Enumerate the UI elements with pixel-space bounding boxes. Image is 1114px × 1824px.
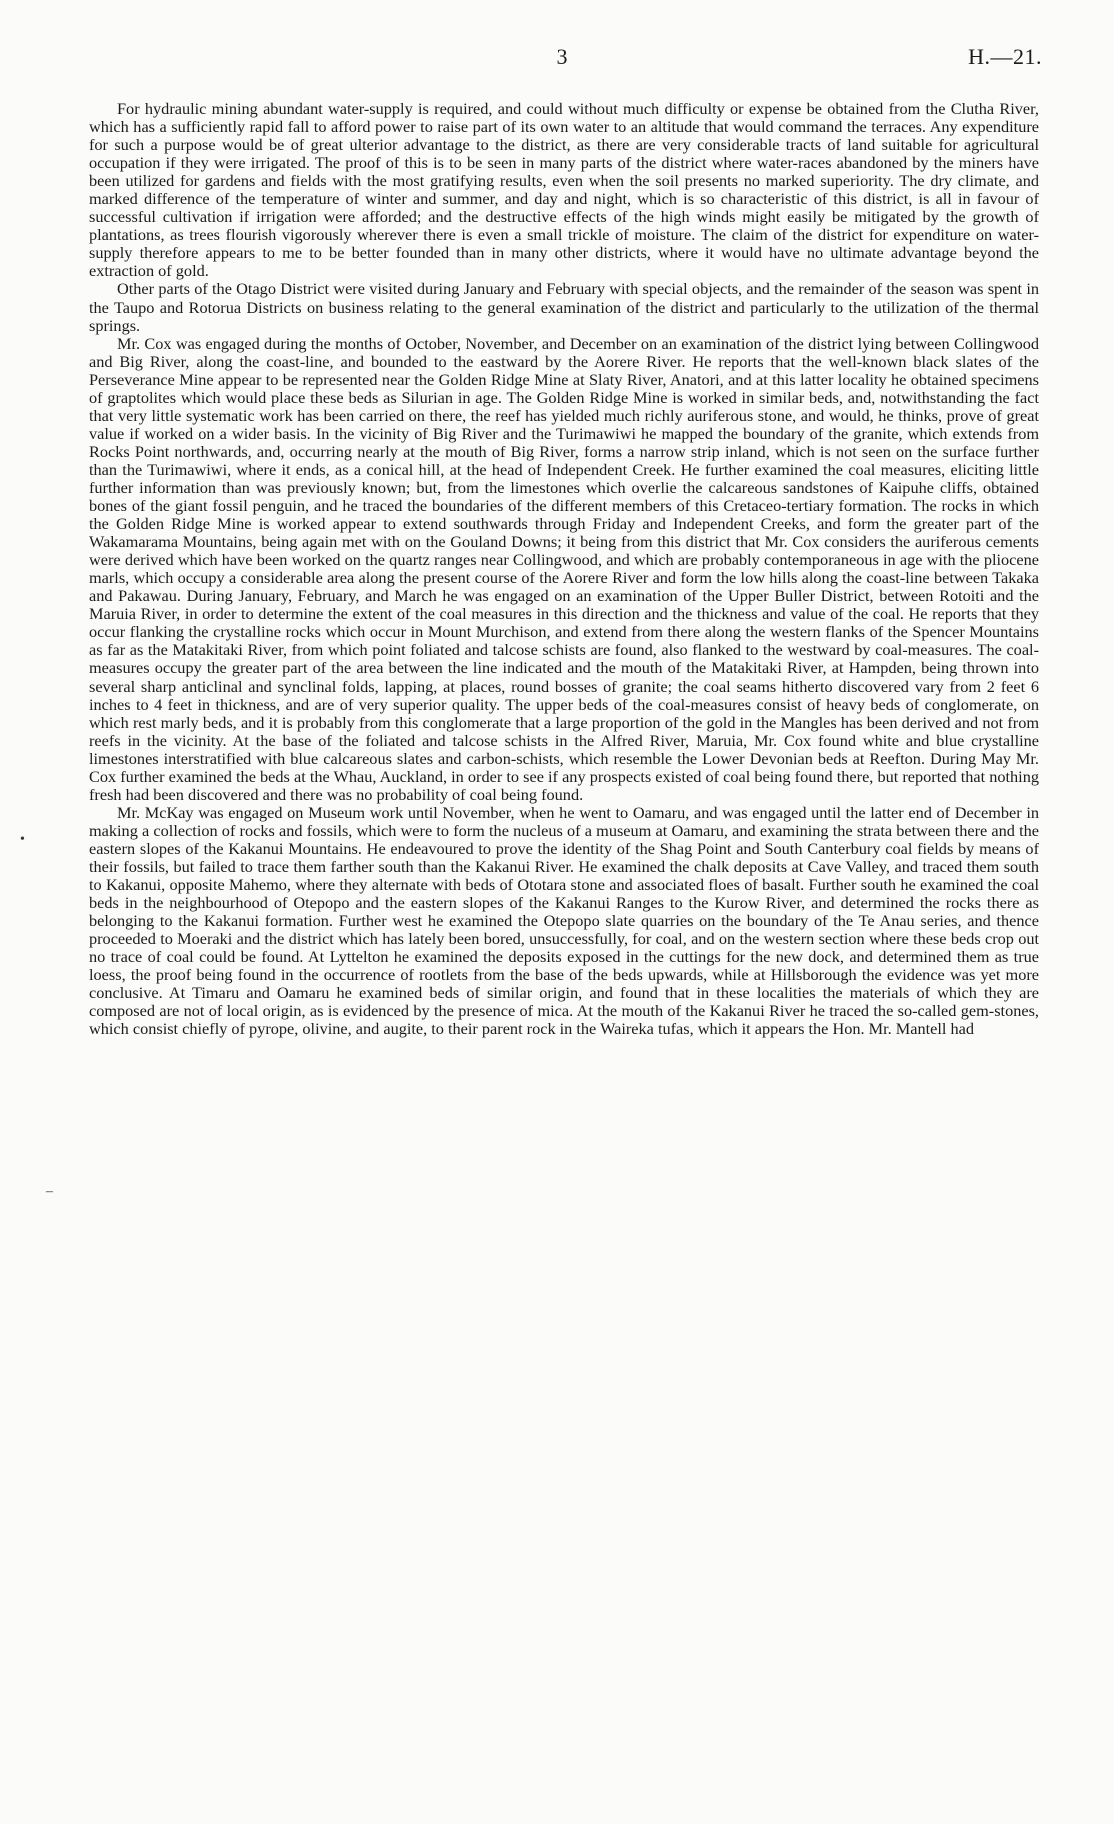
page-header	[122, 44, 1042, 80]
page-number: 3	[556, 44, 568, 69]
body-text	[89, 100, 1039, 1038]
paragraph-otago-district: Other parts of the Otago District were visited during January and February with special objects, and the remainder of the season was spent in the Taupo and Rotorua Districts on business relating to the general examination of the district and particularly to the utilization of the thermal springs.	[89, 279, 1039, 335]
paragraph-mr-cox: Mr. Cox was engaged during the months of October, November, and December on an examination of the district lying between Collingwood and Big River, along the coast-line, and bounded to the eastward by the Aorere River. He reports that the well-known black slates of the Perseverance Mine appear to be represented near the Golden Ridge Mine at Slaty River, Anatori, and at this latter locality he obtained specimens of graptolites which would place these beds as Silurian in age. The Golden Ridge Mine is worked in similar beds, and, notwithstanding the fact that very little systematic work has been carried on there, the reef has yielded much richly auriferous stone, and would, he thinks, prove of great value if worked on a wider basis. In the vicinity of Big River and the Turimawiwi he mapped the boundary of the granite, which extends from Rocks Point northwards, and, occurring nearly at the mouth of Big River, forms a narrow strip inland, which is not seen on the surface further than the Turimawiwi, where it ends, as a conical hill, at the head of Independent Creek. He further examined the coal measures, eliciting little further information than was previously known; but, from the limestones which overlie the calcareous sandstones of Kaipuhe cliffs, obtained bones of the giant fossil penguin, and he traced the boundaries of the different members of this Cretaceo-tertiary formation. The rocks in which the Golden Ridge Mine is worked appear to extend southwards through Friday and Independent Creeks, and form the greater part of the Wakamarama Mountains, being again met with on the Gouland Downs; it being from this district that Mr. Cox considers the auriferous cements were derived which have been worked on the quartz ranges near Collingwood, and which are probably contemporaneous in age with the pliocene marls, which occupy a considerable area along the present course of the Aorere River and form the low hills along the coast-line between Takaka and Pakawau. During January, February, and March he was engaged on an examination of the Upper Buller District, between Rotoiti and the Maruia River, in order to determine the extent of the coal measures in this direction and the thickness and value of the coal. He reports that they occur flanking the crystalline rocks which occur in Mount Murchison, and extend from there along the western flanks of the Spencer Mountains as far as the Matakitaki River, from which point foliated and talcose schists are found, also flanked to the westward by coal-measures. The coal-measures occupy the greater part of the area between the line indicated and the mouth of the Matakitaki River, at Hampden, being thrown into several sharp anticlinal and synclinal folds, lapping, at places, round bosses of granite; the coal seams hitherto discovered vary from 2 feet 6 inches to 4 feet in thickness, and are of very superior quality. The upper beds of the coal-measures consist of heavy beds of conglomerate, on which rest marly beds, and it is probably from this conglomerate that a large proportion of the gold in the Mangles has been derived and not from reefs in the vicinity. At the base of the foliated and talcose schists in the Alfred River, Maruia, Mr. Cox found white and blue crystalline limestones interstratified with blue calcareous slates and carbon-schists, which resemble the Lower Devonian beds at Reefton. During May Mr. Cox further examined the beds at the Whau, Auckland, in order to see if any prospects existed of coal being found there, but reported that nothing fresh had been discovered and there was no probability of coal being found.	[89, 333, 1039, 804]
margin-dot-mark: •	[20, 832, 25, 847]
document-code: H.—21.	[968, 44, 1042, 69]
paragraph-hydraulic-mining: For hydraulic mining abundant water-supply is required, and could without much difficulty or expense be obtained from the Clutha River, which has a sufficiently rapid fall to afford power to raise part of its own water to an altitude that would command the terraces. Any expenditure for such a purpose would be of great ulterior advantage to the district, as there are very considerable tracts of land suitable for agricultural occupation if they were irrigated. The proof of this is to be seen in many parts of the district where water-races abandoned by the miners have been utilized for gardens and fields with the most gratifying results, even when the soil presents no marked superiority. The dry climate, and marked difference of the temperature of winter and summer, and day and night, which is so characteristic of this district, is all in favour of successful cultivation if irrigation were afforded; and the destructive effects of the high winds might easily be mitigated by the growth of plantations, as trees flourish vigorously wherever there is even a small trickle of moisture. The claim of the district for expenditure on water-supply therefore appears to me to be better founded than in many other districts, where it would have no ultimate advantage beyond the extraction of gold.	[89, 99, 1039, 281]
margin-dash-mark: –	[46, 1184, 53, 1199]
paragraph-mr-mckay: Mr. McKay was engaged on Museum work until November, when he went to Oamaru, and was engaged until the latter end of December in making a collection of rocks and fossils, which were to form the nucleus of a museum at Oamaru, and examining the strata between there and the eastern slopes of the Kakanui Mountains. He endeavoured to prove the identity of the Shag Point and South Canterbury coal fields by means of their fossils, but failed to trace them farther south than the Kakanui River. He examined the chalk deposits at Cave Valley, and traced them south to Kakanui, opposite Mahemo, where they alternate with beds of Ototara stone and associated floes of basalt. Further south he examined the coal beds in the neighbourhood of Otepopo and the eastern slopes of the Kakanui Ranges to the Kurow River, and determined the rocks there as belonging to the Kakanui formation. Further west he examined the Otepopo slate quarries on the boundary of the Te Anau series, and thence proceeded to Moeraki and the district which has lately been bored, unsuccessfully, for coal, and on the western section where these beds crop out no trace of coal could be found. At Lyttelton he examined the deposits exposed in the cuttings for the new dock, and determined them as true loess, the proof being found in the occurrence of rootlets from the base of the beds upwards, while at Hillsborough the evidence was yet more conclusive. At Timaru and Oamaru he examined beds of similar origin, and found that in these localities the materials of which they are composed are not of local origin, as is evidenced by the presence of mica. At the mouth of the Kakanui River he traced the so-called gem-stones, which consist chiefly of pyrope, olivine, and augite, to their parent rock in the Waireka tufas, which it appears the Hon. Mr. Mantell had	[89, 802, 1039, 1039]
